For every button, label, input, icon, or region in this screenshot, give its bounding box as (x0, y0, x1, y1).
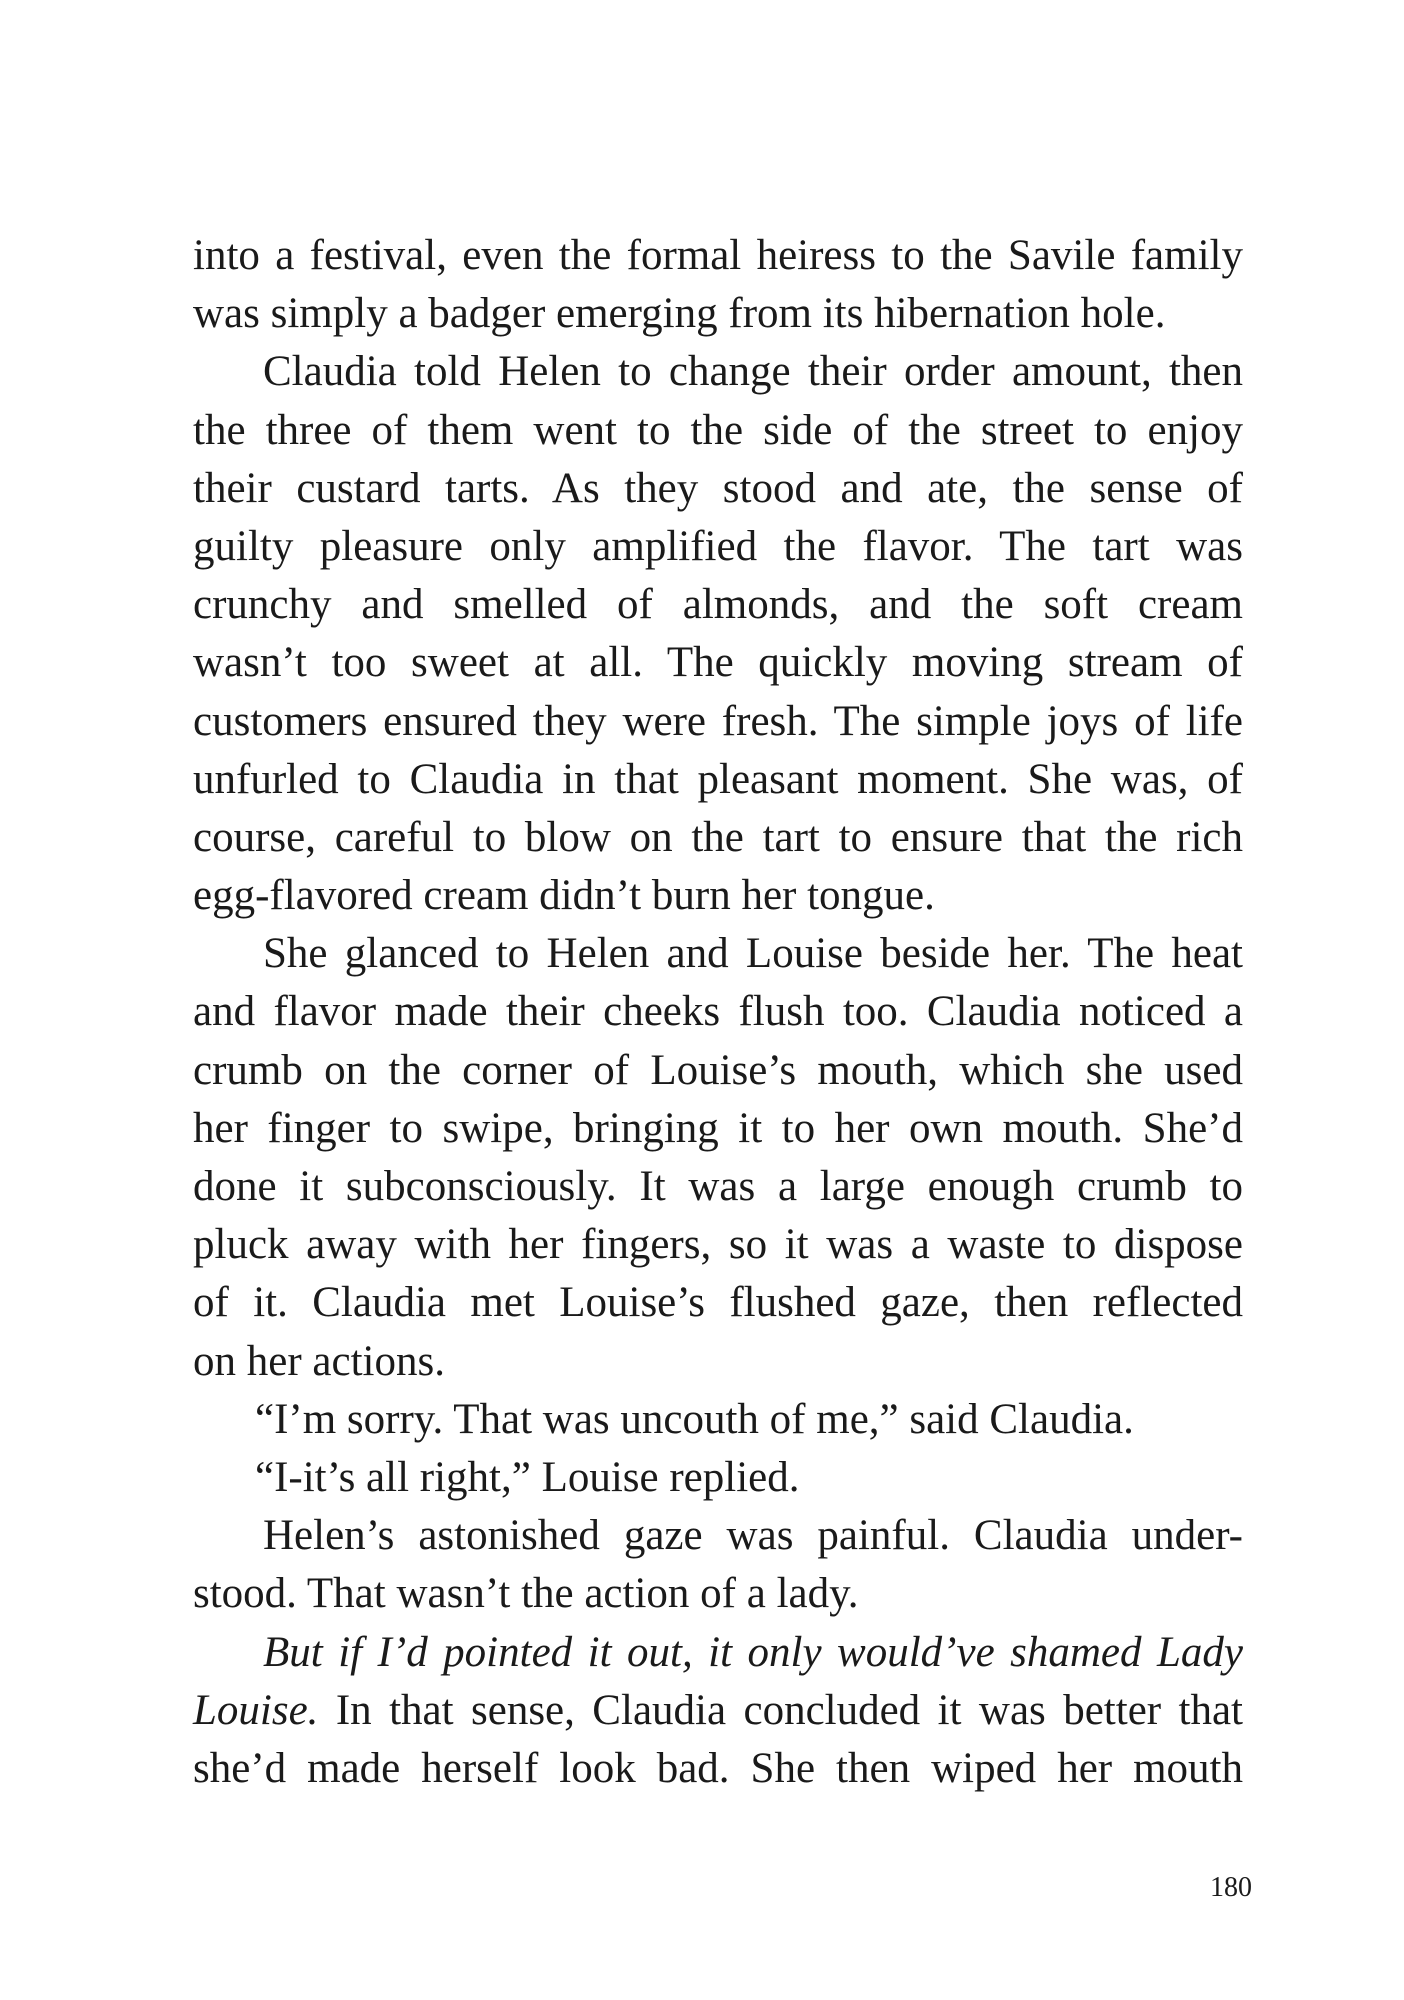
body-text (193, 227, 1243, 1798)
text-fragment: In that sense, Claudia concluded it was better that (318, 1686, 1243, 1734)
text-line: the three of them went to the side of the street to enjoy (193, 406, 1243, 454)
text-line: into a festival, even the formal heiress to the Savile family (193, 232, 1243, 279)
text-line: pluck away with her fingers, so it was a waste to dispose (193, 1221, 1243, 1269)
text-line: crumb on the corner of Louise’s mouth, which she used (193, 1046, 1243, 1094)
text-line: and flavor made their cheeks flush too. Claudia noticed a (193, 988, 1243, 1036)
text-line: done it subconsciously. It was a large enough crumb to (193, 1163, 1243, 1210)
text-line: crunchy and smelled of almonds, and the soft cream (193, 581, 1243, 629)
text-line: She glanced to Helen and Louise beside her. The heat (263, 930, 1243, 978)
text-line: customers ensured they were fresh. The simple joys of life (193, 697, 1243, 745)
text-line: guilty pleasure only amplified the flavor. The tart was (193, 522, 1243, 570)
text-line: egg-flavored cream didn’t burn her tongue. (193, 872, 935, 920)
text-line: on her actions. (193, 1337, 445, 1385)
text-line: Claudia told Helen to change their order amount, then (263, 348, 1243, 396)
text-line: Helen’s astonished gaze was painful. Claudia under- (263, 1512, 1243, 1560)
text-line: unfurled to Claudia in that pleasant moment. She was, of (193, 755, 1243, 803)
text-line: of it. Claudia met Louise’s flushed gaze, then reflected (193, 1279, 1243, 1327)
text-line: stood. That wasn’t the action of a lady. (193, 1570, 859, 1618)
page-number: 180 (1210, 1872, 1252, 1903)
text-line: she’d made herself look bad. She then wiped her mouth (193, 1744, 1243, 1792)
text-line: “I-it’s all right,” Louise replied. (255, 1453, 800, 1501)
text-line: her finger to swipe, bringing it to her own mouth. She’d (193, 1104, 1243, 1152)
text-line-italic: But if I’d pointed it out, it only would’ve shamed Lady (263, 1628, 1243, 1676)
text-line: course, careful to blow on the tart to ensure that the rich (193, 813, 1243, 861)
italic-fragment: Louise. (193, 1686, 319, 1734)
text-line: their custard tarts. As they stood and ate, the sense of (193, 464, 1243, 512)
text-line: “I’m sorry. That was uncouth of me,” said Claudia. (255, 1395, 1134, 1443)
text-line-mixed (193, 1682, 1243, 1740)
text-line: wasn’t too sweet at all. The quickly moving stream of (193, 639, 1243, 687)
text-line: was simply a badger emerging from its hibernation hole. (193, 290, 1166, 338)
